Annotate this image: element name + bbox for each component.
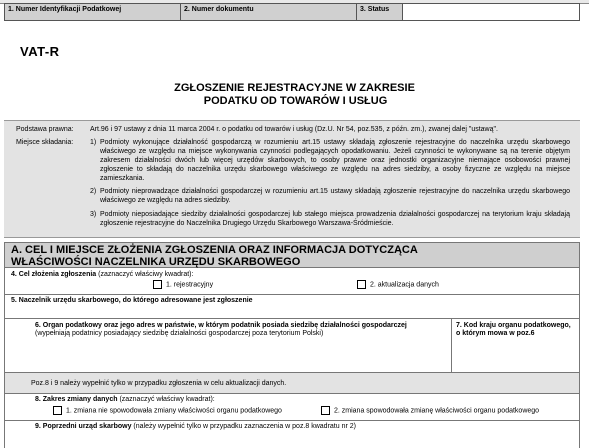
place-item-text: Podmioty nieprowadzące działalności gospodarczej w rozumieniu art.15 ustawy składają zgłoszenie rejestracyjne do naczelnika urzędu skarbowego właściwego ze względu na adres siedziby. bbox=[100, 188, 570, 204]
change-scope-label: 8. Zakres zmiany danych bbox=[35, 396, 118, 403]
legal-info-panel bbox=[4, 120, 580, 238]
place-item-number: 1) bbox=[90, 139, 97, 146]
section-a-title-line2: WŁAŚCIWOŚCI NACZELNIKA URZĘDU SKARBOWEGO bbox=[11, 256, 301, 268]
change-scope-label-row bbox=[35, 396, 215, 404]
divider bbox=[5, 294, 579, 295]
place-item-text: Podmioty wykonujące działalność gospodarczą w rozumieniu art.15 ustawy składają zgłoszenie rejestracyjne do naczelnika urzędu skarbowego właściwego ze względu na miejsce wykonywania czynności podlegających opodatkowaniu. Jeżeli czynności te wykonywane są na terenie objętym zakresem działalności dwóch lub więcej urzędów skarbowych, to osoby prawne oraz jednostki organizacyjne niemające osobowości prawnej zgłoszenie to składają do naczelnika urzędu skarbowego właściwego ze względu na adres siedziby, a osoby fizyczne ze względu na miejsce zamieszkania. bbox=[100, 139, 570, 182]
update-note: Poz.8 i 9 należy wypełnić tylko w przypadku zgłoszenia w celu aktualizacji danych. bbox=[31, 380, 287, 387]
divider bbox=[5, 318, 579, 319]
checkbox-update[interactable] bbox=[357, 280, 366, 289]
divider bbox=[5, 393, 579, 394]
country-code-field[interactable] bbox=[456, 322, 576, 338]
purpose-option-update[interactable] bbox=[357, 280, 439, 290]
identification-row bbox=[4, 3, 580, 21]
purpose-label: 4. Cel złożenia zgłoszenia bbox=[11, 271, 97, 278]
document-number-label: 2. Numer dokumentu bbox=[184, 6, 254, 13]
checkbox-registration[interactable] bbox=[153, 280, 162, 289]
checkbox-change[interactable] bbox=[321, 406, 330, 415]
form-title-line2: PODATKU OD TOWARÓW I USŁUG bbox=[203, 95, 388, 107]
legal-basis-text: Art.96 i 97 ustawy z dnia 11 marca 2004 r. o podatku od towarów i usług (Dz.U. Nr 54, poz.535, z późn. zm.), zwanej dalej "ustawą". bbox=[90, 126, 498, 133]
option-label: 2. aktualizacja danych bbox=[370, 281, 439, 289]
country-code-label: 7. Kod kraju organu podatkowego, o którym mowa w poz.6 bbox=[456, 322, 571, 337]
place-item bbox=[90, 210, 570, 228]
section-a-form bbox=[4, 268, 580, 448]
status-label: 3. Status bbox=[360, 6, 390, 13]
nip-field[interactable] bbox=[5, 4, 181, 20]
purpose-hint: (zaznaczyć właściwy kwadrat): bbox=[98, 271, 194, 278]
place-item-text: Podmioty nieposiadające siedziby działalności gospodarczej lub stałego miejsca prowadzenia działalności gospodarczej na terytorium kraju składają zgłoszenie rejestracyjne do Naczelnika Drugiego Urzędu Skarbowego Warszawa-Śródmieście. bbox=[100, 211, 570, 227]
legal-basis-label: Podstawa prawna: bbox=[16, 126, 74, 133]
status-field[interactable] bbox=[357, 4, 403, 20]
previous-tax-office-field[interactable] bbox=[35, 423, 356, 431]
foreign-tax-authority-label: 6. Organ podatkowy oraz jego adres w państwie, w którym podatnik posiada siedzibę działalności gospodarczej bbox=[35, 322, 407, 329]
place-item bbox=[90, 138, 570, 183]
place-label: Miejsce składania: bbox=[16, 139, 74, 146]
id-row-blank bbox=[403, 4, 579, 20]
option-label: 2. zmiana spowodowała zmianę właściwości organu podatkowego bbox=[334, 407, 540, 415]
place-item bbox=[90, 187, 570, 205]
change-scope-hint: (zaznaczyć właściwy kwadrat): bbox=[119, 396, 215, 403]
change-scope-option-2[interactable] bbox=[321, 406, 539, 416]
tax-office-label: 5. Naczelnik urzędu skarbowego, do którego adresowane jest zgłoszenie bbox=[11, 297, 253, 304]
place-item-number: 3) bbox=[90, 211, 97, 218]
nip-label: 1. Numer Identyfikacji Podatkowej bbox=[8, 6, 122, 13]
previous-tax-office-hint: (należy wypełnić tylko w przypadku zaznaczenia w poz.8 kwadratu nr 2) bbox=[133, 423, 356, 430]
form-code: VAT-R bbox=[20, 44, 60, 59]
checkbox-no-change[interactable] bbox=[53, 406, 62, 415]
form-title-line1: ZGŁOSZENIE REJESTRACYJNE W ZAKRESIE bbox=[174, 82, 415, 94]
document-number-field[interactable] bbox=[181, 4, 357, 20]
previous-tax-office-label: 9. Poprzedni urząd skarbowy bbox=[35, 423, 132, 430]
divider bbox=[5, 420, 579, 421]
purpose-label-row bbox=[11, 271, 193, 279]
place-item-number: 2) bbox=[90, 188, 97, 195]
tax-office-field[interactable] bbox=[11, 297, 253, 305]
foreign-tax-authority-hint: (wypełniają podatnicy posiadający siedzibę działalności gospodarczej poza terytorium Polski) bbox=[35, 330, 324, 337]
option-label: 1. zmiana nie spowodowała zmiany właściwości organu podatkowego bbox=[66, 407, 282, 415]
option-label: 1. rejestracyjny bbox=[166, 281, 214, 289]
change-scope-option-1[interactable] bbox=[53, 406, 282, 416]
divider bbox=[451, 318, 452, 372]
foreign-tax-authority-field[interactable] bbox=[35, 322, 415, 338]
purpose-option-registration[interactable] bbox=[153, 280, 213, 290]
section-a-title-line1: A. CEL I MIEJSCE ZŁOŻENIA ZGŁOSZENIA ORAZ INFORMACJA DOTYCZĄCA bbox=[11, 244, 418, 256]
section-a-header bbox=[4, 242, 580, 268]
